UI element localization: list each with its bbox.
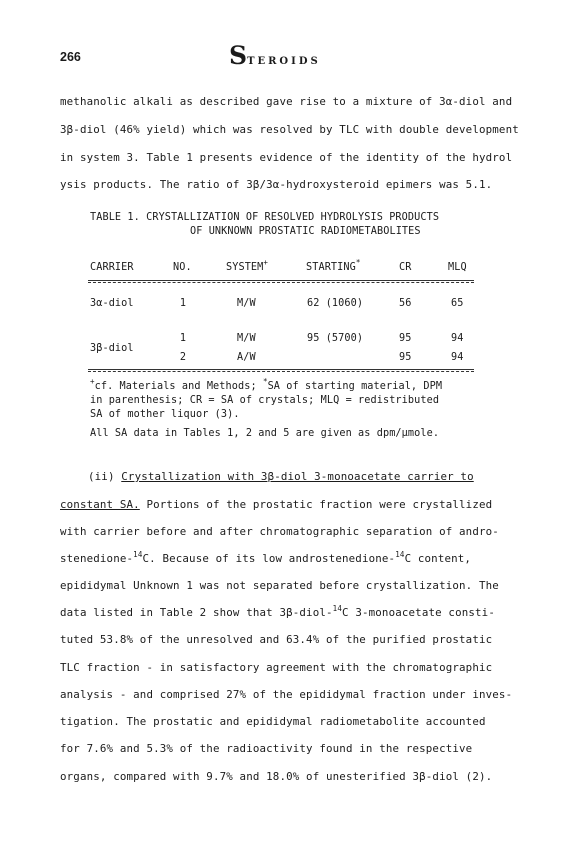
table-cell-starting: 95 (5700) — [307, 333, 364, 344]
table-cell-system: A/W — [237, 352, 256, 363]
section-line-6: tuted 53.8% of the unresolved and 63.4% of the purified prostatic — [60, 633, 493, 646]
table-cell-mlq: 94 — [451, 352, 464, 363]
table-caption-line-1: TABLE 1. CRYSTALLIZATION OF RESOLVED HYDROLYSIS PRODUCTS — [90, 212, 440, 223]
section-line-3-b: C. Because of its low androstenedione- — [142, 552, 396, 565]
journal-title-initial: S — [229, 41, 248, 70]
intro-line-3: in system 3. Table 1 presents evidence of the identity of the hydrol — [60, 151, 513, 164]
table-header-system-mark: + — [263, 258, 269, 267]
section-line-11: organs, compared with 9.7% and 18.0% of unesterified 3β-diol (2). — [60, 770, 493, 783]
table-cell-cr: 95 — [399, 333, 412, 344]
intro-line-2: 3β-diol (46% yield) which was resolved by TLC with double development — [60, 123, 519, 136]
section-line-5-a: data listed in Table 2 show that 3β-diol- — [60, 606, 333, 619]
footnote-mark-star: * — [262, 377, 268, 386]
intro-line-4: ysis products. The ratio of 3β/3α-hydroxysteroid epimers was 5.1. — [60, 178, 493, 191]
section-line-9: tigation. The prostatic and epididymal radiometabolite accounted — [60, 715, 486, 728]
table-header-starting — [306, 258, 361, 273]
section-line-10: for 7.6% and 5.3% of the radioactivity found in the respective — [60, 742, 473, 755]
table-header-system — [226, 258, 269, 273]
table-cell-no: 1 — [179, 333, 187, 344]
section-line-2: with carrier before and after chromatographic separation of andro- — [60, 525, 499, 538]
table-header-cr: CR — [399, 262, 412, 273]
table-cell-cr: 56 — [399, 298, 412, 309]
footnote-text-a: cf. Materials and Methods; — [94, 381, 263, 392]
table-cell-mlq: 65 — [451, 298, 464, 309]
table-footnote-1 — [90, 377, 443, 392]
table-bottom-rule — [88, 369, 474, 370]
table-caption-line-2: OF UNKNOWN PROSTATIC RADIOMETABOLITES — [190, 226, 421, 237]
section-line-4: epididymal Unknown 1 was not separated before crystallization. The — [60, 579, 499, 592]
page-number: 266 — [60, 50, 81, 64]
table-cell-system: M/W — [237, 298, 256, 309]
section-line-7: TLC fraction - in satisfactory agreement with the chromatographic — [60, 661, 493, 674]
section-line-3 — [60, 552, 471, 565]
table-footnote-2: in parenthesis; CR = SA of crystals; MLQ = redistributed — [90, 395, 440, 406]
table-footnote-3: SA of mother liquor (3). — [90, 409, 240, 420]
isotope-superscript: 14 — [133, 550, 143, 559]
section-heading-number: (ii) — [88, 470, 122, 483]
section-heading-title: Crystallization with 3β-diol 3-monoacetate carrier to — [121, 470, 474, 483]
section-line-5-b: C 3-monoacetate consti- — [342, 606, 495, 619]
table-header-starting-mark: * — [355, 258, 361, 267]
footnote-mark-plus: + — [90, 377, 95, 386]
section-line-8: analysis - and comprised 27% of the epididymal fraction under inves- — [60, 688, 513, 701]
table-cell-cr: 95 — [399, 352, 412, 363]
table-cell-no: 2 — [179, 352, 187, 363]
table-header-mlq: MLQ — [448, 262, 467, 273]
isotope-superscript: 14 — [332, 604, 343, 613]
table-cell-mlq: 94 — [451, 333, 464, 344]
journal-title — [229, 41, 321, 70]
table-header-rule — [88, 280, 474, 281]
footnote-text-b: SA of starting material, DPM — [267, 381, 443, 392]
table-cell-system: M/W — [237, 333, 256, 344]
section-line-1 — [60, 498, 492, 511]
isotope-superscript: 14 — [395, 550, 405, 559]
table-cell-carrier: 3α-diol — [90, 298, 134, 309]
table-header-no: NO. — [173, 262, 192, 273]
table-cell-no: 1 — [179, 298, 187, 309]
section-line-1-text: Portions of the prostatic fraction were crystallized — [139, 498, 493, 511]
intro-line-1: methanolic alkali as described gave rise to a mixture of 3α-diol and — [60, 95, 513, 108]
table-cell-starting: 62 (1060) — [307, 298, 364, 309]
table-cell-carrier: 3β-diol — [90, 343, 134, 354]
table-footnote-4: All SA data in Tables 1, 2 and 5 are given as dpm/μmole. — [90, 428, 440, 439]
table-header-rule-dashed — [88, 282, 474, 283]
section-line-3-c: C content, — [404, 552, 472, 565]
table-bottom-rule-dashed — [88, 371, 474, 372]
table-header-system-label: SYSTEM — [226, 262, 264, 273]
section-heading-title-end: constant SA. — [60, 498, 140, 511]
section-line-3-a: stenedione- — [60, 552, 134, 565]
table-header-carrier: CARRIER — [90, 262, 134, 273]
section-heading — [88, 470, 474, 483]
table-header-starting-label: STARTING — [306, 262, 356, 273]
section-line-5 — [60, 606, 495, 619]
journal-title-rest: TEROIDS — [247, 56, 321, 67]
